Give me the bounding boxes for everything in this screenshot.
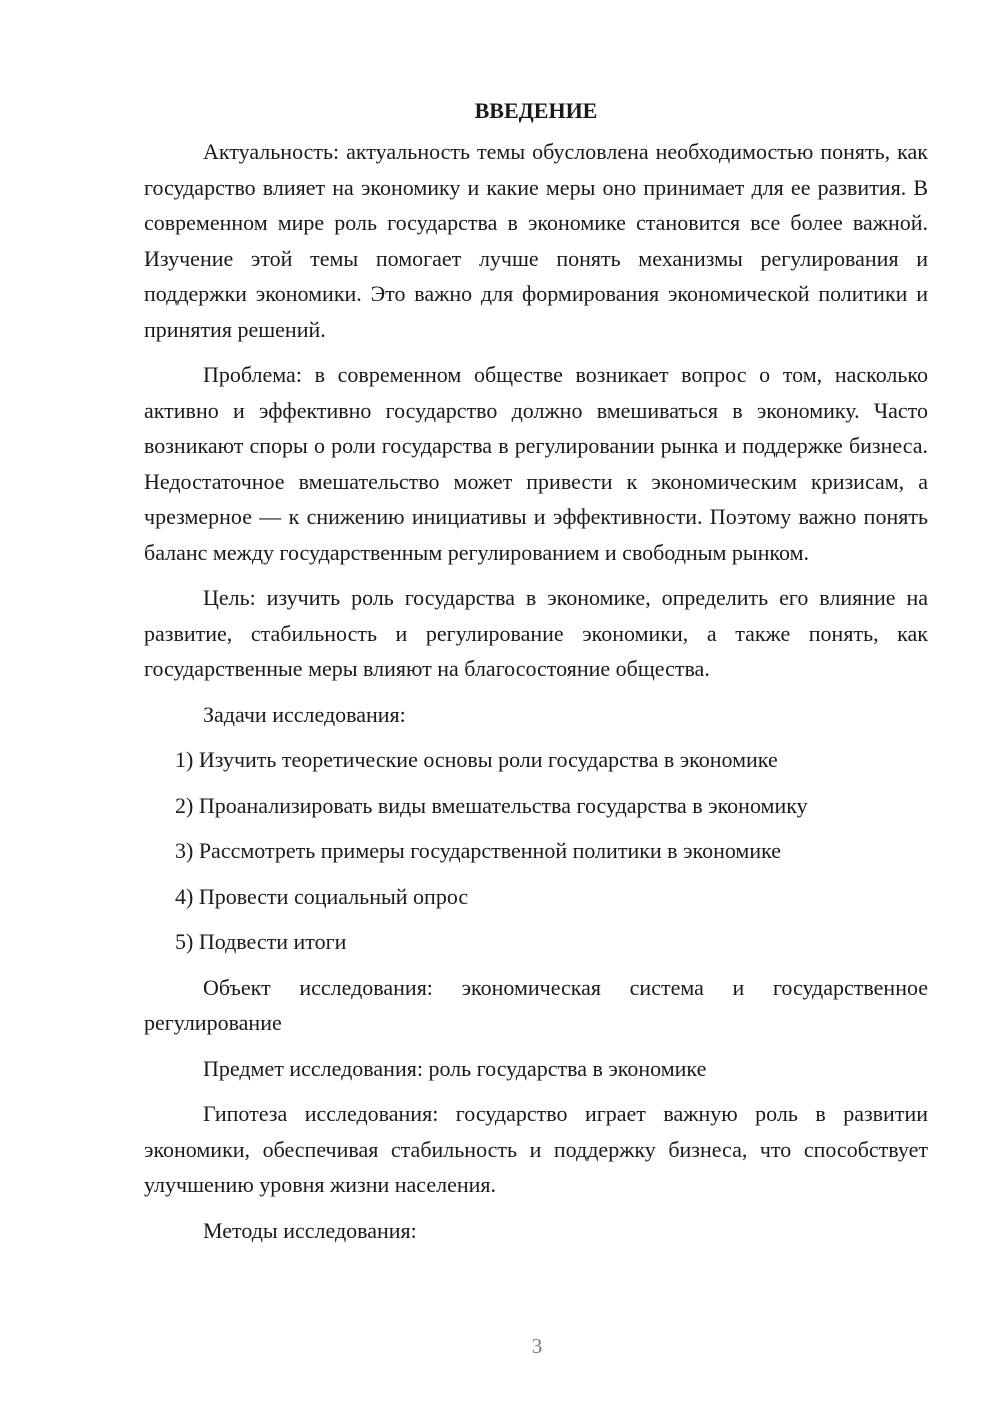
list-item: 3) Рассмотреть примеры государственной политики в экономике: [175, 838, 782, 863]
list-item: 2) Проанализировать виды вмешательства государства в экономику: [175, 792, 808, 818]
paragraph-methods: Методы исследования:: [203, 1217, 417, 1243]
page-number: 3: [531, 1334, 543, 1358]
paragraph-relevance: Актуальность: актуальность темы обусловлена необходимостью понять, как государство влияет на экономику и какие меры оно принимает для ее развития. В современном мире роль государства в экономике становится все более важной. Изучение этой темы помогает лучше понять механизмы регулирования и поддержки экономики. Это важно для формирования экономической политики и принятия решений.: [144, 139, 928, 342]
paragraph-tasks-intro: Задачи исследования:: [203, 701, 406, 727]
list-item: 1) Изучить теоретические основы роли государства в экономике: [175, 747, 778, 772]
tasks-list: [144, 742, 928, 960]
page-title: ВВЕДЕНИЕ: [474, 98, 598, 123]
paragraph-problem: Проблема: в современном обществе возникает вопрос о том, насколько активно и эффективно государство должно вмешиваться в экономику. Часто возникают споры о роли государства в регулировании рынка и поддержке бизнеса. Недостаточное вмешательство может привести к экономическим кризисам, а чрезмерное — к снижению инициативы и эффективности. Поэтому важно понять баланс между государственным регулированием и свободным рынком.: [144, 362, 928, 565]
paragraph-goal: Цель: изучить роль государства в экономике, определить его влияние на развитие, стабильность и регулирование экономики, а также понять, как государственные меры влияют на благосостояние общества.: [144, 585, 928, 681]
list-item: 5) Подвести итоги: [175, 929, 347, 954]
list-item: 4) Провести социальный опрос: [175, 883, 469, 909]
paragraph-subject: Предмет исследования: роль государства в экономике: [203, 1055, 707, 1081]
paragraph-hypothesis: Гипотеза исследования: государство играет важную роль в развитии экономики, обеспечивая стабильность и поддержку бизнеса, что способствует улучшению уровня жизни населения.: [144, 1101, 928, 1197]
paragraph-object: Объект исследования: экономическая система и государственное регулирование: [144, 974, 928, 1035]
document-page: [144, 96, 928, 1258]
